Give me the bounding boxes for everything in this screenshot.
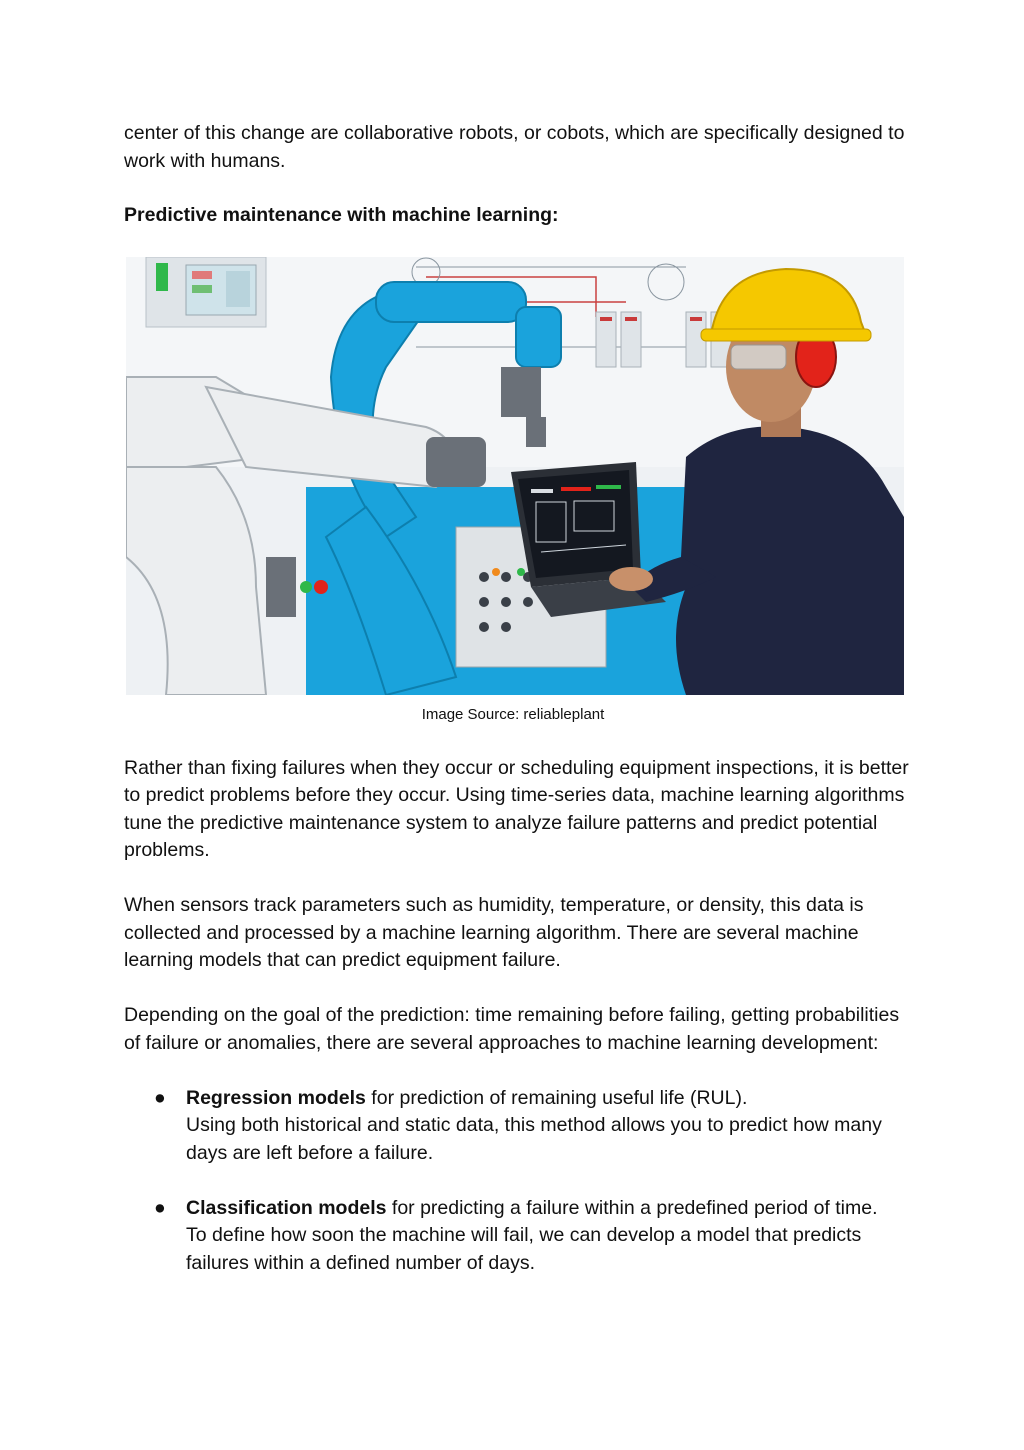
bullet-text: for prediction of remaining useful life (RUL). [365, 1086, 748, 1109]
bullet-marker: ● [154, 1196, 166, 1219]
robot-engineer-photo [126, 257, 904, 695]
list-item-regression [124, 1085, 886, 1168]
document-page [124, 120, 914, 1305]
paragraph-3: Depending on the goal of the prediction: time remaining before failing, getting probabilities of failure or anomalies, there are several approaches to machine learning development: [124, 1004, 900, 1054]
section-heading: Predictive maintenance with machine learning: [124, 204, 559, 226]
bullet-term: Regression models [186, 1086, 366, 1109]
list-item-classification [124, 1195, 886, 1278]
bullet-marker: ● [154, 1086, 166, 1109]
intro-paragraph: center of this change are collaborative robots, or cobots, which are specifically designed to work with humans. [124, 122, 905, 172]
paragraph-1: Rather than fixing failures when they occur or scheduling equipment inspections, it is better to predict problems before they occur. Using time-series data, machine learning algorithms tune the predictive maintenance system to analyze failure patterns and predict potential problems. [124, 756, 909, 861]
image-caption: Image Source: reliableplant [421, 705, 605, 723]
approaches-list [124, 1085, 914, 1278]
bullet-term: Classification models [186, 1196, 387, 1219]
bullet-text: for predicting a failure within a predefined period of time. To define how soon the machine will fail, we can develop a model that predicts failures within a defined number of days. [186, 1196, 878, 1274]
bullet-continuation: Using both historical and static data, this method allows you to predict how many days are left before a failure. [186, 1114, 882, 1164]
paragraph-2: When sensors track parameters such as humidity, temperature, or density, this data is collected and processed by a machine learning algorithm. There are several machine learning models that can predict equipment failure. [124, 894, 864, 971]
